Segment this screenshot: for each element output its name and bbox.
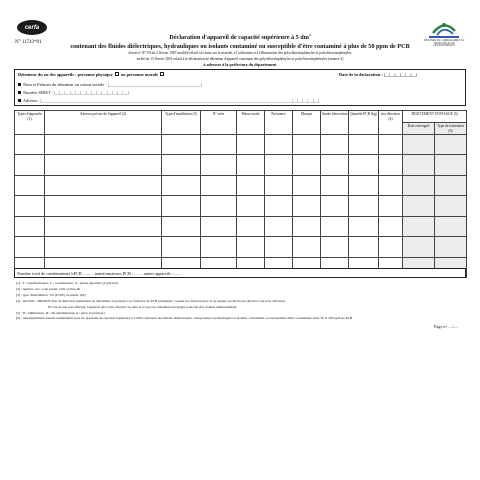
table-cell[interactable] xyxy=(403,134,435,154)
table-row xyxy=(15,175,467,195)
ministry-caption: MINISTÈRE DE L'AMÉNAGEMENT DU TERRITOIRE ET DE L'ENVIRONNEMENT xyxy=(423,40,465,48)
form-subtitle: contenant des fluides diélectriques, hydrauliques ou isolants contaminé ou susceptible d'être contaminé à plus de 50 ppm de PCB xyxy=(70,43,410,51)
totals-line: Nombre total de condensateurs hPCB : ........ transformateurs PCB : ........ autres appareils : ........ xyxy=(14,268,466,278)
form-title: Déclaration d'appareil de capacité supérieure à 5 $dm^3$ xyxy=(169,33,311,42)
col-header-brand: Marque xyxy=(293,111,321,135)
table-cell[interactable] xyxy=(435,175,467,195)
col-header-installation: Type d'installation (3) xyxy=(162,111,201,135)
declaration-date-field[interactable]: Date de la déclaration : |__|__|__|__|__|__| xyxy=(339,72,417,77)
table-cell[interactable] xyxy=(265,175,293,195)
table-cell[interactable] xyxy=(321,134,349,154)
decree-reference-2: arrêté du 13 février 2001 relatif à la déclaration de détention d'appareil contenant des polychlorobiphényles et polychloroterphényles (annexe 2) xyxy=(136,56,344,61)
table-cell[interactable] xyxy=(237,237,265,257)
footnotes xyxy=(16,281,466,322)
table-cell[interactable] xyxy=(201,196,237,216)
col-header-mass: Masse totale xyxy=(237,111,265,135)
table-cell[interactable] xyxy=(403,196,435,216)
bullet-icon xyxy=(18,91,21,94)
legal-person-label: personne morale xyxy=(126,72,158,77)
legal-person-checkbox[interactable] xyxy=(160,72,164,76)
table-cell[interactable] xyxy=(265,196,293,216)
col-header-treatment-type: Type de traitement (6) xyxy=(435,123,467,135)
col-header-power: Puissance xyxy=(265,111,293,135)
col-header-treatment: TRAITEMENT ENVISAGE (5) xyxy=(403,111,467,123)
table-cell[interactable] xyxy=(45,216,162,236)
table-cell[interactable] xyxy=(435,216,467,236)
table-cell[interactable] xyxy=(201,155,237,175)
table-row xyxy=(15,216,467,236)
table-cell[interactable] xyxy=(265,237,293,257)
page-number: Page n° ..../.... xyxy=(434,324,459,329)
table-cell[interactable] xyxy=(321,237,349,257)
table-cell[interactable] xyxy=(379,196,403,216)
table-cell[interactable] xyxy=(45,155,162,175)
table-cell[interactable] xyxy=(403,175,435,195)
table-cell[interactable] xyxy=(321,155,349,175)
table-cell[interactable] xyxy=(265,134,293,154)
table-cell[interactable] xyxy=(15,175,45,195)
table-cell[interactable] xyxy=(293,216,321,236)
footnote-1: (1) : T / transformateur, C / condensateur, A / autres appareils (à préciser) xyxy=(16,281,119,285)
footnote-5: (5) : D / élimination, D / décontamination, A / autre (à préciser) xyxy=(16,310,105,315)
table-cell[interactable] xyxy=(293,237,321,257)
table-cell[interactable] xyxy=(379,155,403,175)
table-cell[interactable] xyxy=(162,175,201,195)
table-cell[interactable] xyxy=(15,196,45,216)
siret-field[interactable]: Numéro SIRET : |__|__|__|__|__|__|__|__|__|__|__|__|__|__| xyxy=(18,90,129,95)
holder-section xyxy=(14,69,466,106)
table-cell[interactable] xyxy=(435,196,467,216)
table-cell[interactable] xyxy=(237,175,265,195)
table-cell[interactable] xyxy=(321,216,349,236)
address-to-prefecture: à adresser à la préfecture du département xyxy=(203,62,277,68)
table-cell[interactable] xyxy=(15,237,45,257)
table-cell[interactable] xyxy=(349,216,379,236)
table-cell[interactable] xyxy=(379,237,403,257)
table-cell[interactable] xyxy=(293,134,321,154)
table-cell[interactable] xyxy=(201,134,237,154)
table-cell[interactable] xyxy=(321,175,349,195)
col-header-treatment-date: Date envisagée xyxy=(403,123,435,135)
table-row xyxy=(15,237,467,257)
table-cell[interactable] xyxy=(237,134,265,154)
table-cell[interactable] xyxy=(15,134,45,154)
decree-reference-1: décret n° 87-59 du 2 février 1987 modifié relatif à la mise sur le marché, à l'utilisation et à l'élimination des polychlorobiphényles et polychloroterphényles xyxy=(128,51,352,56)
form-number: N° 11743*01 xyxy=(15,40,42,45)
table-cell[interactable] xyxy=(349,155,379,175)
col-header-type: Types d'appareils (1) xyxy=(15,111,45,135)
table-cell[interactable] xyxy=(237,216,265,236)
col-header-address: Adresse précise de l'appareil (2) xyxy=(45,111,162,135)
table-cell[interactable] xyxy=(403,216,435,236)
table-cell[interactable] xyxy=(379,134,403,154)
table-cell[interactable] xyxy=(237,155,265,175)
table-cell[interactable] xyxy=(349,134,379,154)
table-cell[interactable] xyxy=(349,175,379,195)
table-cell[interactable] xyxy=(201,175,237,195)
table-cell[interactable] xyxy=(45,134,162,154)
table-cell[interactable] xyxy=(265,216,293,236)
col-header-test: test détection (4) xyxy=(379,111,403,135)
footnote-2: (2) : numéro, rue, code postal, ville ou lieu dit xyxy=(16,286,81,291)
table-cell[interactable] xyxy=(435,155,467,175)
table-cell[interactable] xyxy=(349,196,379,216)
table-cell[interactable] xyxy=(237,196,265,216)
table-cell[interactable] xyxy=(403,155,435,175)
table-cell[interactable] xyxy=(162,216,201,236)
table-cell[interactable] xyxy=(162,237,201,257)
bullet-icon xyxy=(18,83,21,86)
table-cell[interactable] xyxy=(265,155,293,175)
table-cell[interactable] xyxy=(162,155,201,175)
table-cell[interactable] xyxy=(293,175,321,195)
table-cell[interactable] xyxy=(201,216,237,236)
equipment-table xyxy=(14,110,467,278)
col-header-year: Année fabrication xyxy=(321,111,349,135)
holder-label: Détenteur du ou des appareils : xyxy=(18,72,77,77)
table-cell[interactable] xyxy=(45,175,162,195)
holder-type-row xyxy=(18,72,165,77)
form-title-block xyxy=(60,33,420,67)
table-cell[interactable] xyxy=(15,216,45,236)
table-row xyxy=(15,196,467,216)
table-cell[interactable] xyxy=(435,237,467,257)
table-cell[interactable] xyxy=(379,175,403,195)
or-label: ou xyxy=(120,72,126,77)
table-cell[interactable] xyxy=(201,237,237,257)
footnote-6: (6) : renseignements fournis uniquement pour les appareils de capacité supérieure à 5 dm3 contenant des fluides diélectriques, calloporteurs, hydrauliques ou isolants contaminés ou susceptibles d'être contaminés entre 50 et 500 ppm de PCB xyxy=(16,316,353,321)
table-cell[interactable] xyxy=(293,155,321,175)
table-cell[interactable] xyxy=(293,196,321,216)
table-cell[interactable] xyxy=(349,237,379,257)
table-cell[interactable] xyxy=(321,196,349,216)
col-header-pcb-qty: Quantité PCB (kg) xyxy=(349,111,379,135)
footnote-4-continued: En cas de test non effectué, l'appareil devra être déclaré. La date et le type de traitement envisagés pourront être donnés ultérieurement. xyxy=(48,304,238,309)
cerfa-logo: cerfa xyxy=(17,20,47,35)
bullet-icon xyxy=(18,99,21,102)
table-cell[interactable] xyxy=(435,134,467,154)
table-row xyxy=(15,134,467,154)
table-cell[interactable] xyxy=(379,216,403,236)
holder-name-field[interactable]: Nom et Prénom du détenteur ou raison sociale : |__________________________________________| xyxy=(18,82,202,87)
physical-person-label: personne physique xyxy=(77,72,113,77)
ministry-emblem-icon xyxy=(423,17,465,41)
table-cell[interactable] xyxy=(162,134,201,154)
footnote-4: (4) : ID/UDS - HIDUDS Test de détection permettant de déterminer la présence ou l'absence de PCB (exemples : testeur par fluorescence X ou testeur par électrode sélective aux ions chlorure). xyxy=(16,298,286,303)
table-cell[interactable] xyxy=(45,196,162,216)
physical-person-checkbox[interactable] xyxy=(115,72,119,76)
address-field[interactable]: Adresse : |__________________________________________________________________________________________________________________|__|__|__|__|__| xyxy=(18,98,319,103)
table-cell[interactable] xyxy=(45,237,162,257)
table-cell[interactable] xyxy=(162,196,201,216)
table-cell[interactable] xyxy=(403,237,435,257)
table-cell[interactable] xyxy=(15,155,45,175)
table-row xyxy=(15,155,467,175)
col-header-serial: N° série xyxy=(201,111,237,135)
footnote-3: (3) : type d'installation : Ex (ICPE) ou métal- (M) xyxy=(16,292,86,297)
